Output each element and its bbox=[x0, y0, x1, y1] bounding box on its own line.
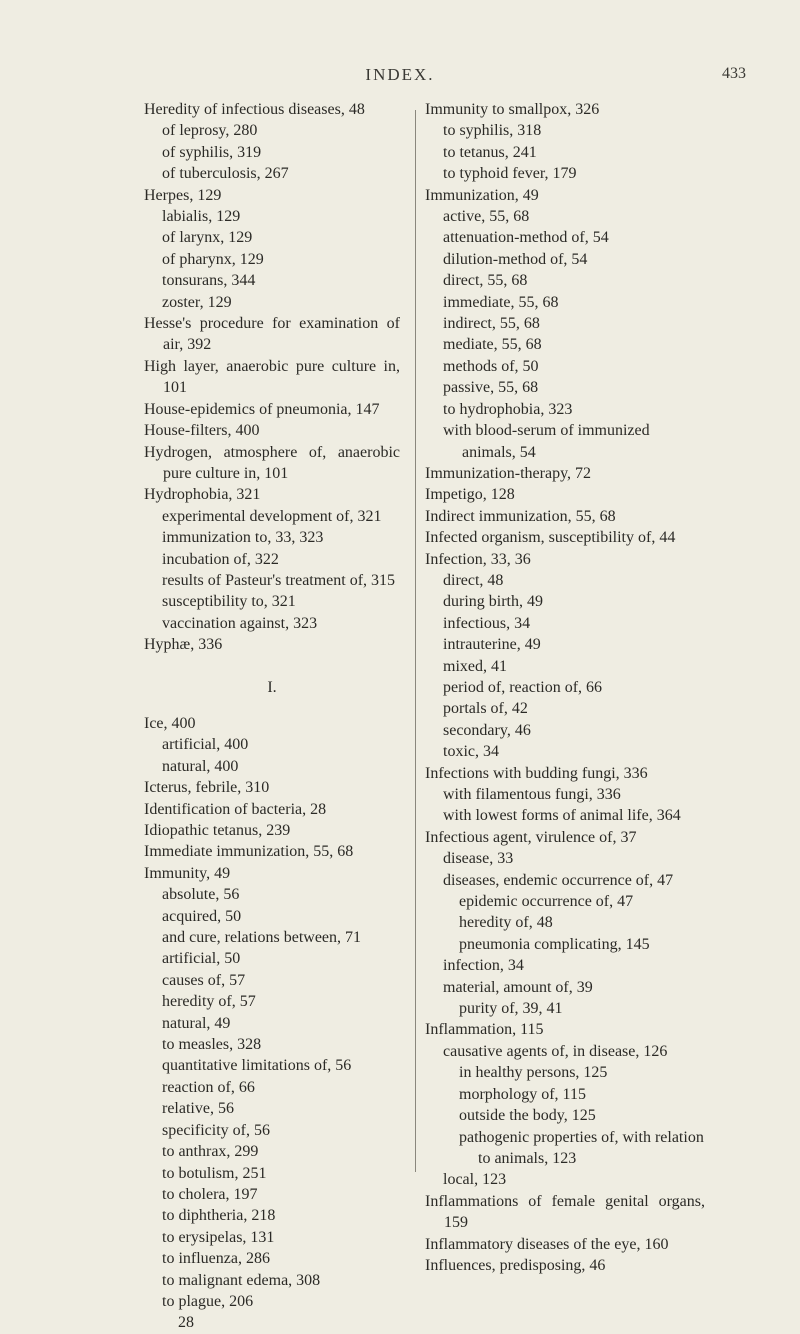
index-subentry: infectious, 34 bbox=[443, 614, 531, 632]
index-entry: Influences, predisposing, 46 bbox=[425, 1256, 606, 1274]
index-subentry: to anthrax, 299 bbox=[162, 1143, 259, 1161]
index-subentry: to syphilis, 318 bbox=[443, 122, 542, 140]
index-subentry: to tetanus, 241 bbox=[443, 143, 537, 161]
index-subentry: susceptibility to, 321 bbox=[162, 593, 296, 611]
index-subentry: to measles, 328 bbox=[162, 1036, 262, 1054]
index-entry: House-epidemics of pneumonia, 147 bbox=[144, 400, 380, 418]
index-subentry: morphology of, 115 bbox=[459, 1085, 586, 1103]
index-entry: Hesse's procedure for examination of air, 392 bbox=[144, 315, 400, 354]
index-subentry: pneumonia complicating, 145 bbox=[459, 935, 650, 953]
index-subentry: with blood-serum of immunized animals, 54 bbox=[443, 422, 650, 461]
index-subentry: in healthy persons, 125 bbox=[459, 1064, 608, 1082]
index-subentry: mediate, 55, 68 bbox=[443, 336, 542, 354]
index-subentry: of pharynx, 129 bbox=[162, 250, 264, 268]
section-letter-i: I. bbox=[267, 678, 277, 696]
index-subentry: to diphtheria, 218 bbox=[162, 1207, 276, 1225]
index-entry: House-filters, 400 bbox=[144, 422, 260, 440]
index-subentry: of leprosy, 280 bbox=[162, 122, 258, 140]
index-entry: Icterus, febrile, 310 bbox=[144, 779, 270, 797]
index-subentry: causative agents of, in disease, 126 bbox=[443, 1042, 668, 1060]
running-head bbox=[0, 65, 800, 87]
index-subentry: material, amount of, 39 bbox=[443, 978, 593, 996]
index-subentry: during birth, 49 bbox=[443, 593, 543, 611]
index-subentry: immediate, 55, 68 bbox=[443, 293, 559, 311]
index-subentry: indirect, 55, 68 bbox=[443, 315, 540, 333]
index-subentry: results of Pasteur's treatment of, 315 bbox=[162, 571, 396, 589]
index-subentry: pathogenic properties of, with relation to animals, 123 bbox=[459, 1128, 704, 1167]
index-subentry: to erysipelas, 131 bbox=[162, 1228, 275, 1246]
index-entry: Identification of bacteria, 28 bbox=[144, 800, 327, 818]
page-number: 433 bbox=[722, 65, 746, 82]
index-subentry: diseases, endemic occurrence of, 47 bbox=[443, 871, 674, 889]
index-entry: Indirect immunization, 55, 68 bbox=[425, 507, 616, 525]
index-subentry: quantitative limitations of, 56 bbox=[162, 1057, 352, 1075]
index-subentry: dilution-method of, 54 bbox=[443, 250, 588, 268]
page-title: INDEX. bbox=[365, 65, 435, 84]
index-entry: Immunization-therapy, 72 bbox=[425, 464, 592, 482]
index-entry: Inflammatory diseases of the eye, 160 bbox=[425, 1235, 669, 1253]
index-subentry: purity of, 39, 41 bbox=[459, 1000, 563, 1018]
index-subentry: causes of, 57 bbox=[162, 971, 246, 989]
index-entry: Inflammation, 115 bbox=[425, 1021, 544, 1039]
index-subentry: to malignant edema, 308 bbox=[162, 1271, 321, 1289]
index-subentry: absolute, 56 bbox=[162, 886, 240, 904]
index-subentry: portals of, 42 bbox=[443, 700, 528, 718]
index-entry: Infection, 33, 36 bbox=[425, 550, 531, 568]
index-subentry: tonsurans, 344 bbox=[162, 272, 256, 290]
index-subentry: natural, 400 bbox=[162, 757, 239, 775]
index-subentry: to influenza, 286 bbox=[162, 1250, 270, 1268]
right-index-column bbox=[425, 99, 705, 1276]
index-entry: Immediate immunization, 55, 68 bbox=[144, 843, 354, 861]
index-subentry: disease, 33 bbox=[443, 850, 514, 868]
index-subentry: immunization to, 33, 323 bbox=[162, 529, 324, 547]
index-subentry: to plague, 206 bbox=[162, 1292, 254, 1310]
index-subentry: methods of, 50 bbox=[443, 357, 539, 375]
index-subentry: specificity of, 56 bbox=[162, 1121, 270, 1139]
index-subentry: natural, 49 bbox=[162, 1014, 231, 1032]
h-entries-list bbox=[144, 99, 400, 656]
index-subentry: infection, 34 bbox=[443, 957, 524, 975]
index-subentry: of syphilis, 319 bbox=[162, 143, 262, 161]
index-entry: Immunization, 49 bbox=[425, 186, 539, 204]
column-divider bbox=[415, 110, 416, 1172]
index-subentry: passive, 55, 68 bbox=[443, 379, 539, 397]
index-entry: Hydrophobia, 321 bbox=[144, 486, 261, 504]
index-subentry: artificial, 400 bbox=[162, 736, 249, 754]
index-entry: Inflammations of female genital organs, 159 bbox=[425, 1192, 705, 1232]
index-subentry: of tuberculosis, 267 bbox=[162, 165, 289, 183]
index-subentry: relative, 56 bbox=[162, 1100, 234, 1118]
index-subentry: to cholera, 197 bbox=[162, 1185, 258, 1203]
index-subentry: experimental development of, 321 bbox=[162, 507, 382, 525]
index-subentry: outside the body, 125 bbox=[459, 1107, 596, 1125]
index-subentry: attenuation-method of, 54 bbox=[443, 229, 609, 247]
index-subentry: direct, 55, 68 bbox=[443, 272, 528, 290]
index-entry: High layer, anaerobic pure culture in, 101 bbox=[144, 357, 400, 397]
index-entry: Infections with budding fungi, 336 bbox=[425, 764, 648, 782]
index-subentry: reaction of, 66 bbox=[162, 1078, 255, 1096]
index-subentry: direct, 48 bbox=[443, 571, 504, 589]
index-entry: Hydrogen, atmosphere of, anaerobic pure culture in, 101 bbox=[144, 443, 400, 482]
left-index-column bbox=[144, 99, 400, 1334]
index-entry: Infected organism, susceptibility of, 44 bbox=[425, 529, 676, 547]
index-subentry: mixed, 41 bbox=[443, 657, 507, 675]
index-entry: Infectious agent, virulence of, 37 bbox=[425, 828, 637, 846]
index-entry: Ice, 400 bbox=[144, 714, 196, 732]
index-subentry: zoster, 129 bbox=[162, 293, 232, 311]
index-subentry: heredity of, 57 bbox=[162, 993, 256, 1011]
index-subentry: 28 bbox=[178, 1314, 194, 1332]
index-subentry: intrauterine, 49 bbox=[443, 636, 541, 654]
index-subentry: vaccination against, 323 bbox=[162, 614, 318, 632]
index-entry: Heredity of infectious diseases, 48 bbox=[144, 101, 365, 118]
index-subentry: to typhoid fever, 179 bbox=[443, 165, 577, 183]
index-subentry: acquired, 50 bbox=[162, 907, 242, 925]
index-subentry: to botulism, 251 bbox=[162, 1164, 267, 1182]
index-subentry: period of, reaction of, 66 bbox=[443, 678, 603, 696]
index-subentry: with lowest forms of animal life, 364 bbox=[443, 807, 681, 825]
index-subentry: with filamentous fungi, 336 bbox=[443, 786, 621, 803]
index-subentry: to hydrophobia, 323 bbox=[443, 400, 573, 418]
index-subentry: artificial, 50 bbox=[162, 950, 241, 968]
index-subentry: labialis, 129 bbox=[162, 208, 241, 226]
index-subentry: secondary, 46 bbox=[443, 721, 531, 739]
i-entries-continued-list bbox=[425, 99, 705, 1276]
index-subentry: incubation of, 322 bbox=[162, 550, 279, 568]
i-entries-list bbox=[144, 713, 400, 1334]
index-subentry: toxic, 34 bbox=[443, 743, 499, 761]
index-entry: Immunity, 49 bbox=[144, 864, 231, 882]
index-entry: Impetigo, 128 bbox=[425, 486, 515, 504]
index-entry: Herpes, 129 bbox=[144, 186, 222, 204]
index-entry: Idiopathic tetanus, 239 bbox=[144, 822, 291, 839]
index-subentry: epidemic occurrence of, 47 bbox=[459, 893, 634, 911]
index-entry: Hyphæ, 336 bbox=[144, 636, 223, 654]
index-subentry: active, 55, 68 bbox=[443, 208, 530, 226]
index-subentry: local, 123 bbox=[443, 1171, 507, 1189]
index-subentry: and cure, relations between, 71 bbox=[162, 929, 362, 947]
index-entry: Immunity to smallpox, 326 bbox=[425, 101, 600, 118]
index-subentry: of larynx, 129 bbox=[162, 229, 253, 247]
index-subentry: heredity of, 48 bbox=[459, 914, 553, 932]
